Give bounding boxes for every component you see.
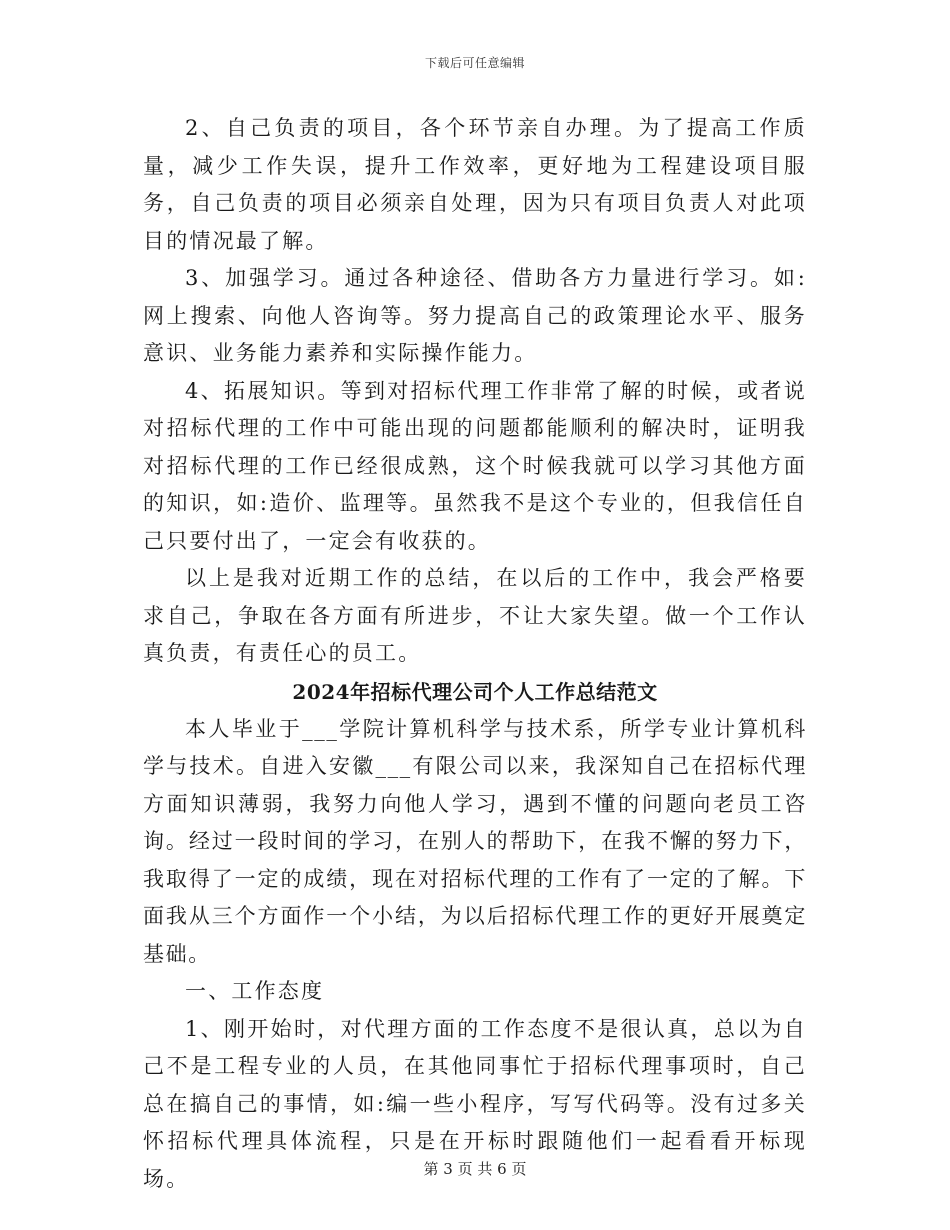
paragraph-item-2: 2、自己负责的项目，各个环节亲自办理。为了提高工作质量，减少工作失误，提升工作效率，更好地为工程建设项目服务，自己负责的项目必须亲自处理，因为只有项目负责人对此项目的情况最了解。	[143, 116, 807, 253]
document-body	[143, 110, 807, 1198]
section-heading-work-attitude: 一、工作态度	[185, 979, 325, 1003]
paragraph-item-4: 4、拓展知识。等到对招标代理工作非常了解的时候，或者说对招标代理的工作中可能出现的问题都能顺利的解决时，证明我对招标代理的工作已经很成熟，这个时候我就可以学习其他方面的知识，如:造价、监理等。虽然我不是这个专业的，但我信任自己只要付出了，一定会有收获的。	[143, 378, 807, 553]
paragraph-intro: 本人毕业于___学院计算机科学与技术系，所学专业计算机科学与技术。自进入安徽___有限公司以来，我深知自己在招标代理方面知识薄弱，我努力向他人学习，遇到不懂的问题向老员工咨询。经过一段时间的学习，在别人的帮助下，在我不懈的努力下，我取得了一定的成绩，现在对招标代理的工作有了一定的了解。下面我从三个方面作一个小结，为以后招标代理工作的更好开展奠定基础。	[143, 716, 807, 966]
page-number: 第 3 页 共 6 页	[423, 1160, 527, 1178]
page-header-note: 下载后可任意编辑	[424, 56, 525, 70]
section-title: 2024年招标代理公司个人工作总结范文	[292, 679, 658, 704]
paragraph-attitude-1: 1、刚开始时，对代理方面的工作态度不是很认真，总以为自己不是工程专业的人员，在其他同事忙于招标代理事项时，自己总在搞自己的事情，如:编一些小程序，写写代码等。没有过多关怀招标代理具体流程，只是在开标时跟随他们一起看看开标现场。	[143, 1016, 807, 1191]
paragraph-item-3: 3、加强学习。通过各种途径、借助各方力量进行学习。如:网上搜索、向他人咨询等。努力提高自己的政策理论水平、服务意识、业务能力素养和实际操作能力。	[143, 266, 807, 365]
paragraph-summary: 以上是我对近期工作的总结，在以后的工作中，我会严格要求自己，争取在各方面有所进步，不让大家失望。做一个工作认真负责，有责任心的员工。	[143, 566, 807, 665]
